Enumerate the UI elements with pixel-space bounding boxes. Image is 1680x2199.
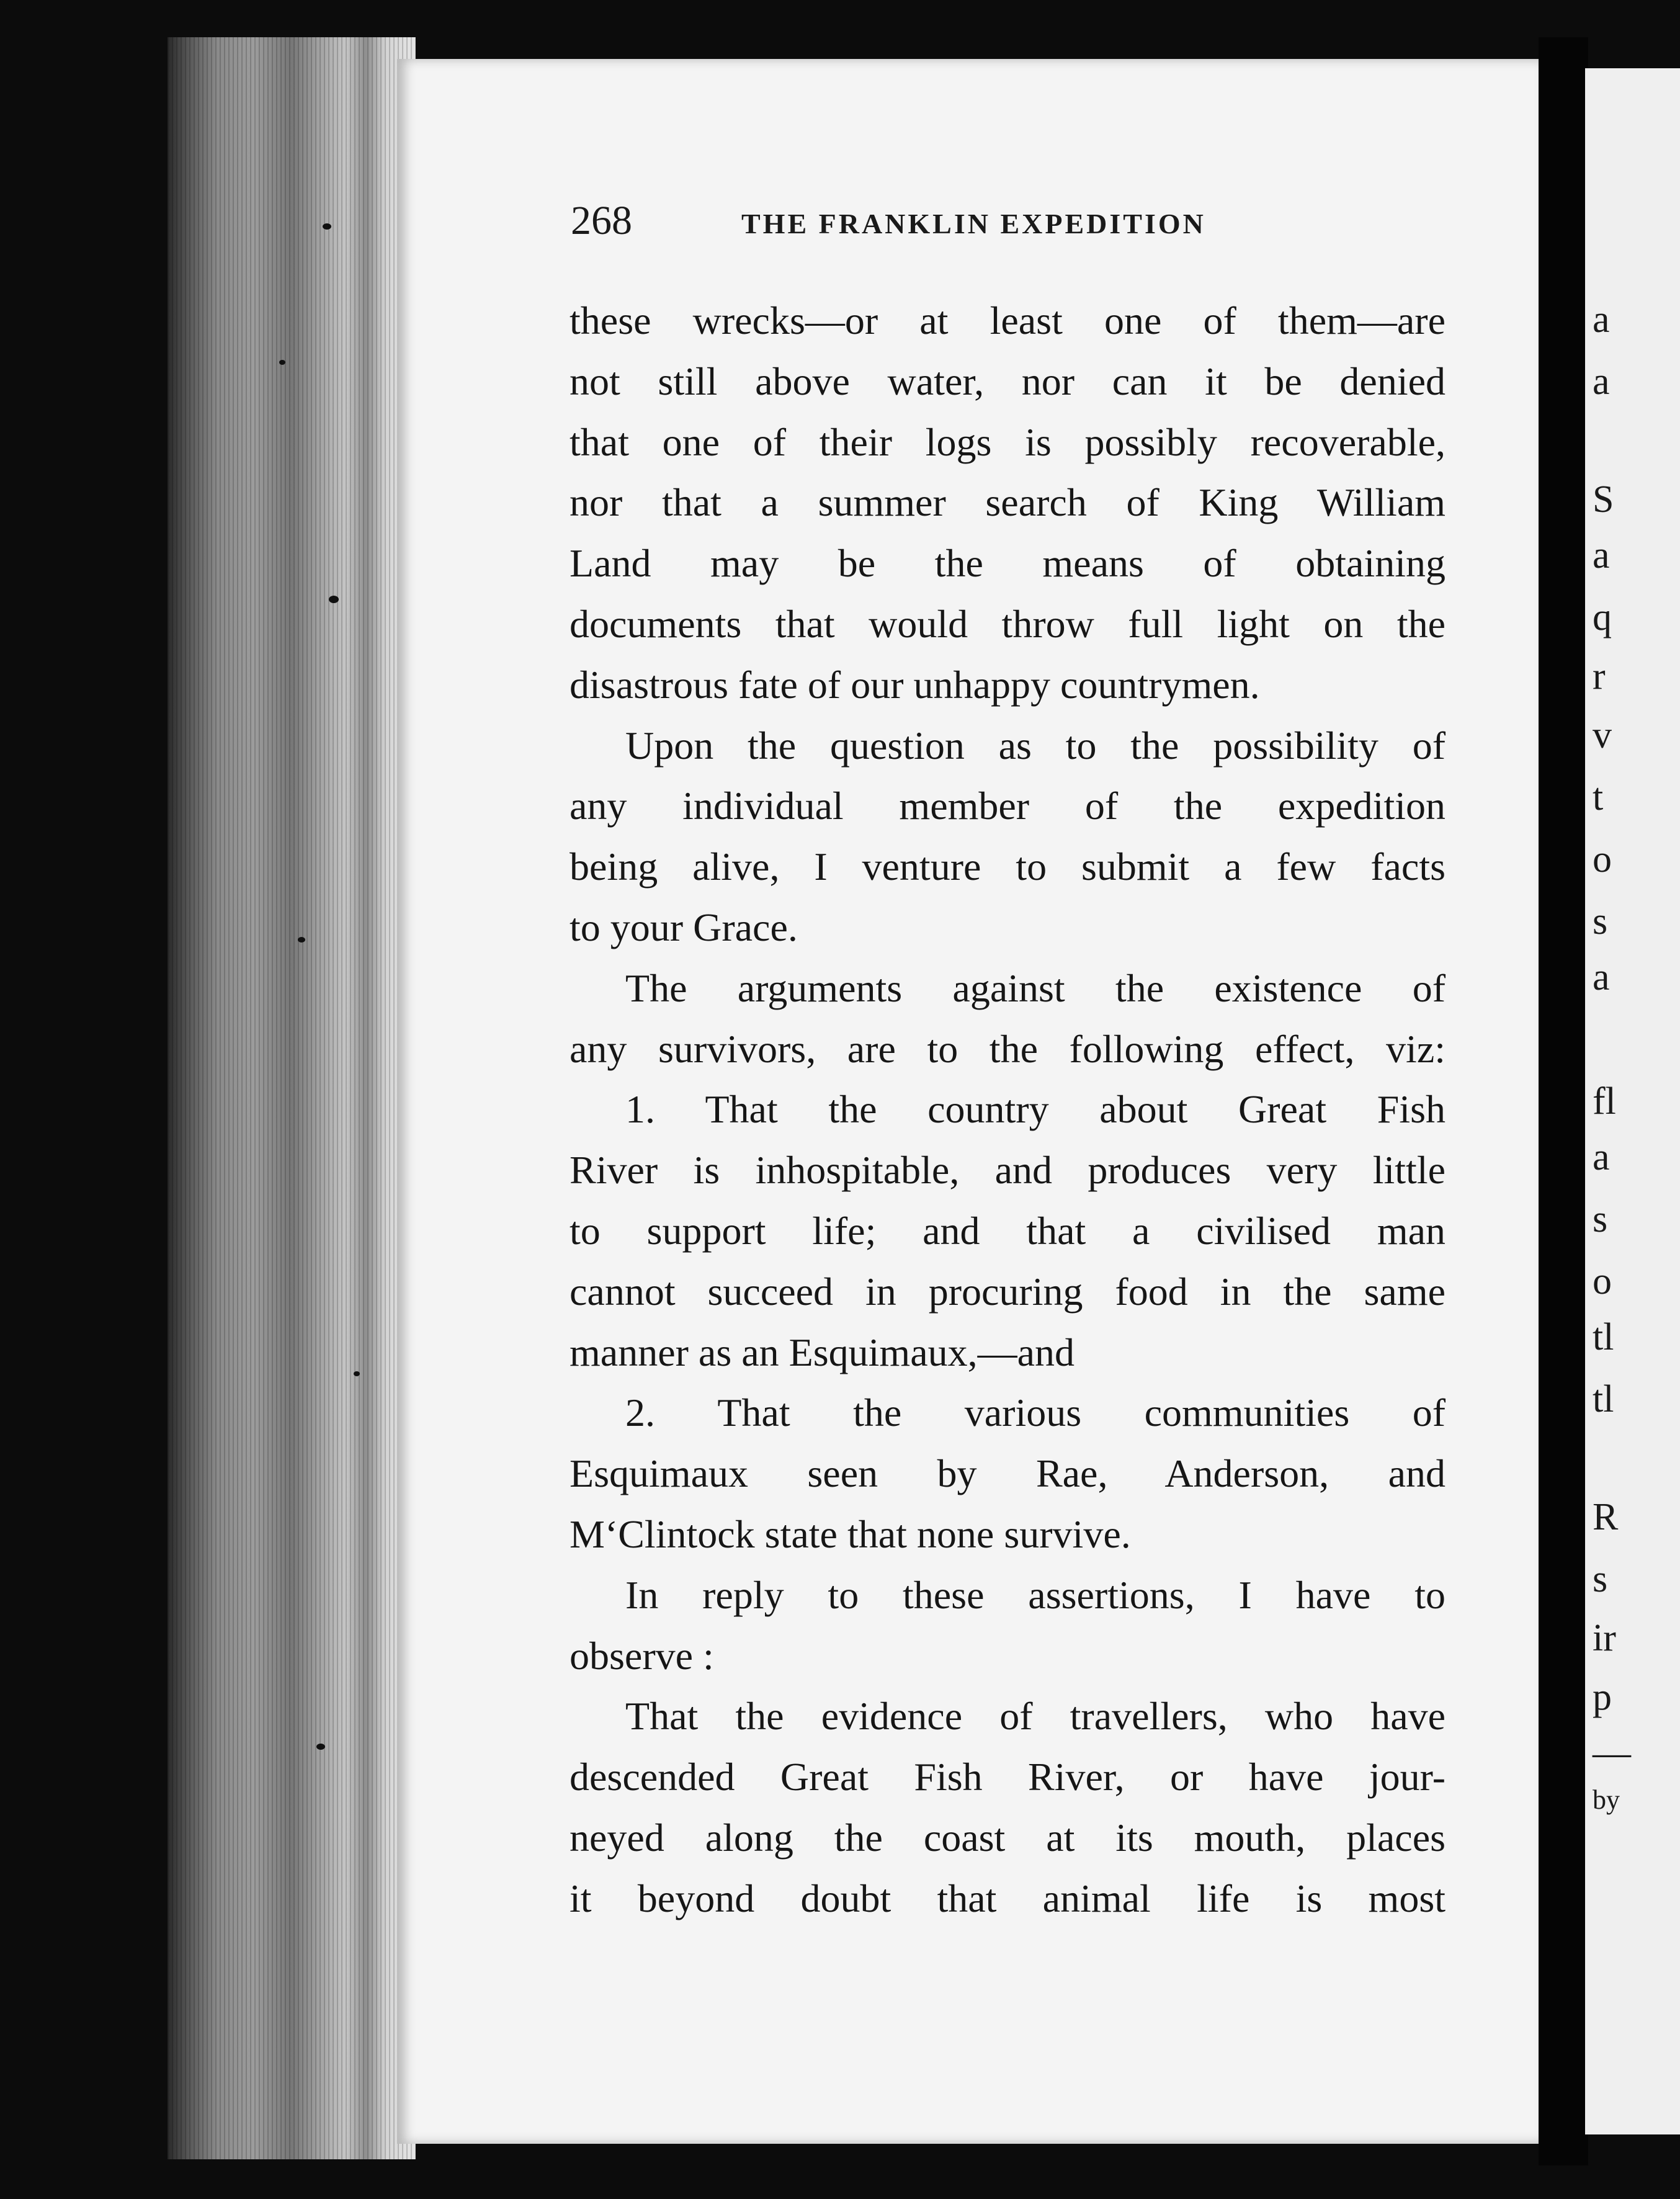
fragment-text: s — [1593, 900, 1608, 943]
text-line: nor that a summer search of King William — [570, 480, 1445, 525]
ink-speck — [279, 360, 285, 365]
fragment-text: o — [1593, 838, 1612, 880]
fragment-text: by — [1593, 1785, 1620, 1815]
text-line: manner as an Esquimaux,—and — [570, 1330, 1075, 1374]
page-header — [571, 197, 1272, 247]
text-line: 2. That the various communities of — [625, 1391, 1445, 1435]
text-line: being alive, I venture to submit a few facts — [570, 844, 1445, 889]
fragment-text: fl — [1593, 1080, 1616, 1122]
text-line: The arguments against the existence of — [625, 965, 1445, 1010]
page-number: 268 — [571, 198, 632, 243]
text-line: cannot succeed in procuring food in the same — [570, 1269, 1445, 1314]
fragment-text: r — [1593, 655, 1606, 697]
text-line: to your Grace. — [570, 905, 798, 949]
fragment-text: p — [1593, 1676, 1612, 1718]
adjacent-page-fragment — [1585, 68, 1680, 2134]
text-line: neyed along the coast at its mouth, places — [570, 1815, 1445, 1860]
fragment-text: ir — [1593, 1617, 1616, 1659]
text-line: That the evidence of travellers, who have — [625, 1694, 1445, 1739]
page-body-text — [570, 290, 1445, 1929]
text-line: documents that would throw full light on the — [570, 601, 1445, 646]
fragment-text: — — [1593, 1732, 1631, 1774]
fragment-text: tl — [1593, 1378, 1614, 1420]
text-line: that one of their logs is possibly recoverable, — [570, 419, 1445, 464]
text-line: M‘Clintock state that none survive. — [570, 1512, 1131, 1556]
ink-speck — [316, 1744, 325, 1750]
text-line: any individual member of the expedition — [570, 784, 1445, 828]
ink-speck — [298, 937, 305, 943]
text-line: disastrous fate of our unhappy countrymen. — [570, 662, 1260, 707]
fragment-text: a — [1593, 298, 1610, 341]
text-line: Land may be the means of obtaining — [570, 541, 1445, 586]
fragment-text: s — [1593, 1198, 1608, 1240]
fragment-text: a — [1593, 1136, 1610, 1178]
text-line: Upon the question as to the possibility of — [625, 723, 1445, 768]
ink-speck — [329, 596, 339, 603]
book-gutter — [1539, 37, 1588, 2165]
ink-speck — [354, 1371, 360, 1376]
text-line: observe : — [570, 1633, 714, 1678]
fragment-text: a — [1593, 956, 1610, 998]
fragment-text: a — [1593, 361, 1610, 403]
text-line: descended Great Fish River, or have jour- — [570, 1755, 1445, 1799]
text-line: any survivors, are to the following effect, viz: — [570, 1026, 1445, 1071]
fragment-text: R — [1593, 1496, 1619, 1538]
fragment-text: a — [1593, 534, 1610, 576]
text-line: not still above water, nor can it be denied — [570, 359, 1445, 403]
ink-speck — [323, 223, 331, 230]
fragment-text: s — [1593, 1558, 1608, 1600]
text-line: 1. That the country about Great Fish — [625, 1087, 1445, 1132]
fragment-text: o — [1593, 1260, 1612, 1302]
text-line: River is inhospitable, and produces very little — [570, 1148, 1445, 1193]
running-head: THE FRANKLIN EXPEDITION — [741, 208, 1206, 240]
fragment-text: q — [1593, 596, 1612, 638]
fragment-text: tl — [1593, 1316, 1614, 1358]
fragment-text: S — [1593, 478, 1614, 521]
text-line: Esquimaux seen by Rae, Anderson, and — [570, 1451, 1445, 1496]
text-line: it beyond doubt that animal life is most — [570, 1876, 1445, 1920]
text-line: these wrecks—or at least one of them—are — [570, 298, 1445, 343]
page-edge-stack — [168, 37, 416, 2159]
fragment-text: v — [1593, 714, 1612, 756]
fragment-text: t — [1593, 776, 1604, 818]
text-line: to support life; and that a civilised man — [570, 1208, 1445, 1253]
text-line: In reply to these assertions, I have to — [625, 1572, 1445, 1617]
